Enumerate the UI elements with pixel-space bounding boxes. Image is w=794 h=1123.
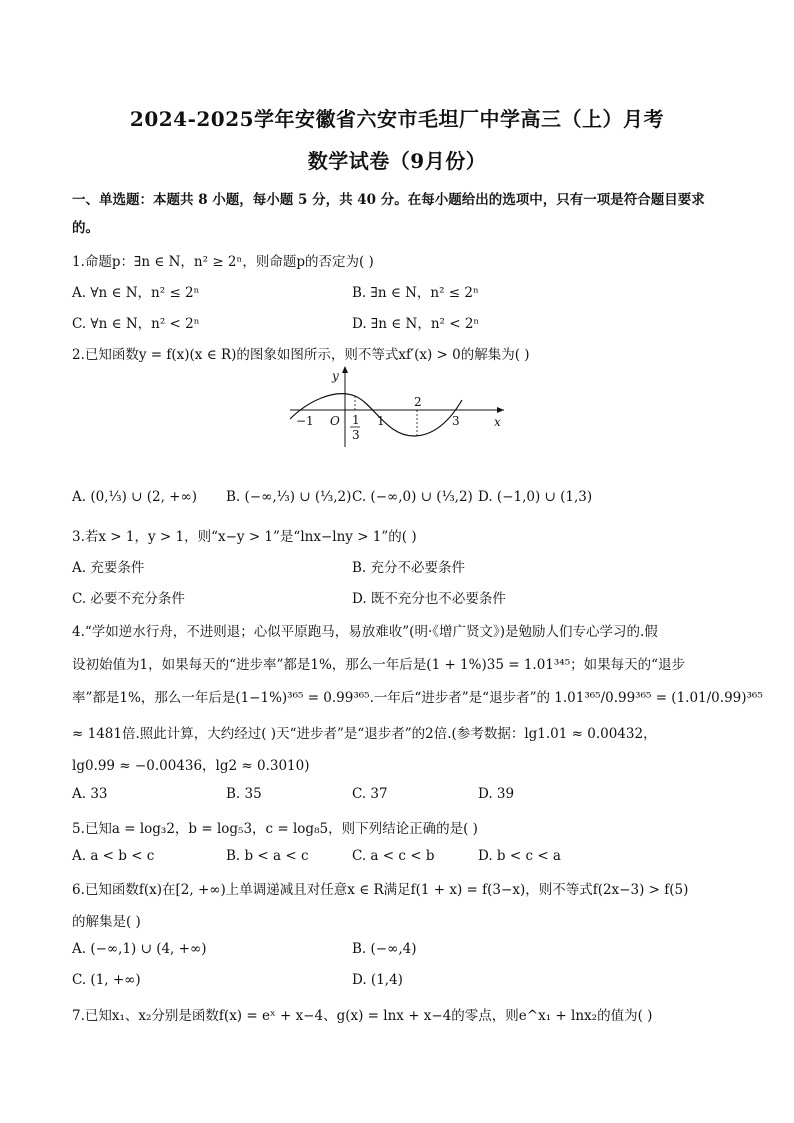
x-axis-label: x bbox=[494, 415, 501, 429]
q4-line-2: 设初始值为1，如果每天的“进步率”都是1%，那么一年后是(1 + 1%)35 = 1.01³⁴⁵；如果每天的“退步 bbox=[72, 657, 686, 673]
tick-label-2: 2 bbox=[414, 395, 422, 409]
y-axis-arrow-icon bbox=[342, 366, 348, 373]
q5-option-c: C. a < c < b bbox=[352, 848, 435, 864]
q4-option-c: C. 37 bbox=[352, 786, 388, 802]
tick-label-3: 3 bbox=[452, 414, 460, 428]
q1-option-a: A. ∀n ∈ N，n² ≤ 2ⁿ bbox=[72, 285, 200, 301]
q6-option-d: D. (1,4) bbox=[352, 972, 403, 988]
q4-line-4: ≈ 1481倍.照此计算，大约经过( )天“进步者”是“退步者”的2倍.(参考数据：lg1.01 ≈ 0.00432， bbox=[72, 726, 657, 742]
origin-label: O bbox=[330, 414, 340, 428]
q7-stem: 7.已知x₁、x₂分别是函数f(x) = eˣ + x−4、g(x) = lnx + x−4的零点，则e^x₁ + lnx₂的值为( ) bbox=[72, 1008, 653, 1024]
function-curve bbox=[290, 394, 462, 436]
q3-option-b: B. 充分不必要条件 bbox=[352, 560, 466, 576]
q5-stem: 5.已知a = log₃2，b = log₅3，c = log₈5，则下列结论正确的是( ) bbox=[72, 821, 478, 837]
q4-option-d: D. 39 bbox=[478, 786, 515, 802]
q4-line-1: 4.“学如逆水行舟，不进则退；心似平原跑马，易放难收”(明·《增广贤文》)是勉励人们专心学习的.假 bbox=[72, 624, 658, 640]
q2-function-graph bbox=[282, 362, 512, 452]
q3-stem: 3.若x > 1，y > 1，则“x−y > 1”是“lnx−lny > 1”的( ) bbox=[72, 529, 417, 545]
q3-option-a: A. 充要条件 bbox=[72, 560, 145, 576]
q6-option-a: A. (−∞,1) ∪ (4, +∞) bbox=[72, 941, 207, 957]
tick-label-1: 1 bbox=[377, 414, 385, 428]
y-axis-label: y bbox=[332, 369, 339, 383]
q3-option-c: C. 必要不充分条件 bbox=[72, 591, 185, 607]
section-heading: 一、单选题：本题共 8 小题，每小题 5 分，共 40 分。在每小题给出的选项中，只有一项是符合题目要求 bbox=[72, 192, 705, 208]
q2-option-d: D. (−1,0) ∪ (1,3) bbox=[478, 489, 593, 505]
exam-title: 2024-2025学年安徽省六安市毛坦厂中学高三（上）月考 bbox=[129, 107, 665, 131]
q5-option-a: A. a < b < c bbox=[72, 848, 155, 864]
tick-label-third-num: 1 bbox=[352, 413, 360, 427]
q2-option-b: B. (−∞,⅓) ∪ (⅓,2) bbox=[226, 489, 352, 505]
q6-option-c: C. (1, +∞) bbox=[72, 972, 141, 988]
q6-option-b: B. (−∞,4) bbox=[352, 941, 417, 957]
q5-option-b: B. b < a < c bbox=[226, 848, 309, 864]
tick-label-neg1: −1 bbox=[296, 414, 314, 428]
x-axis-arrow-icon bbox=[497, 407, 504, 413]
q4-option-b: B. 35 bbox=[226, 786, 262, 802]
exam-subtitle: 数学试卷（9月份） bbox=[307, 149, 487, 173]
section-heading-cont: 的。 bbox=[72, 220, 99, 236]
q4-line-5: lg0.99 ≈ −0.00436，lg2 ≈ 0.3010) bbox=[72, 758, 310, 774]
q5-option-d: D. b < c < a bbox=[478, 848, 561, 864]
q2-option-c: C. (−∞,0) ∪ (⅓,2) bbox=[352, 489, 473, 505]
q1-option-d: D. ∃n ∈ N，n² < 2ⁿ bbox=[352, 316, 480, 332]
q4-option-a: A. 33 bbox=[72, 786, 108, 802]
q1-stem: 1.命题p：∃n ∈ N，n² ≥ 2ⁿ，则命题p的否定为( ) bbox=[72, 254, 374, 270]
q6-line-1: 6.已知函数f(x)在[2, +∞)上单调递减且对任意x ∈ R满足f(1 + x) = f(3−x)，则不等式f(2x−3) > f(5) bbox=[72, 882, 689, 898]
q2-option-a: A. (0,⅓) ∪ (2, +∞) bbox=[72, 489, 197, 505]
q2-stem: 2.已知函数y = f(x)(x ∈ R)的图象如图所示，则不等式xf′(x) > 0的解集为( ) bbox=[72, 347, 530, 363]
q4-line-3: 率”都是1%，那么一年后是(1−1%)³⁶⁵ = 0.99³⁶⁵.一年后“进步者”是“退步者”的 1.01³⁶⁵/0.99³⁶⁵ = (1.01/0.99)³⁶⁵ bbox=[72, 690, 763, 706]
q1-option-c: C. ∀n ∈ N，n² < 2ⁿ bbox=[72, 316, 200, 332]
q1-option-b: B. ∃n ∈ N，n² ≤ 2ⁿ bbox=[352, 285, 479, 301]
q3-option-d: D. 既不充分也不必要条件 bbox=[352, 591, 506, 607]
q6-line-2: 的解集是( ) bbox=[72, 914, 141, 930]
tick-label-third-den: 3 bbox=[352, 428, 360, 442]
